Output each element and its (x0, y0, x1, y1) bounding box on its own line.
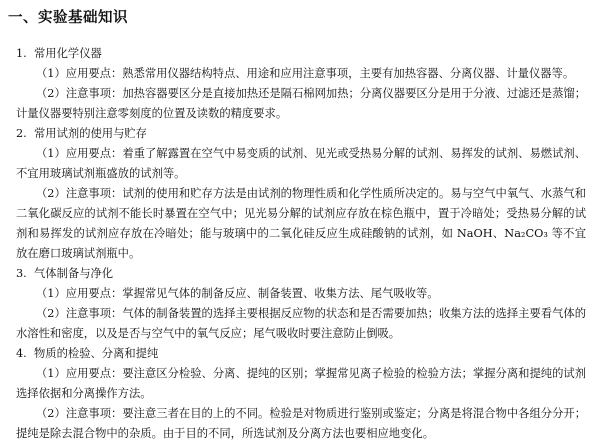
paragraph: （1）应用要点：要注意区分检验、分离、提纯的区别；掌握常见离子检验的检验方法；掌握分离和提纯的试剂选择依据和分离操作方法。 (16, 367, 586, 400)
paragraph: （2）注意事项：要注意三者在目的上的不同。检验是对物质进行鉴别或鉴定；分离是将混合物中各组分分开；提纯是除去混合物中的杂质。由于目的不同，所选试剂及分离方法也要相应地变化。 (16, 407, 586, 440)
paragraph: （1）应用要点：熟悉常用仪器结构特点、用途和应用注意事项，主要有加热容器、分离仪器、计量仪器等。 (36, 67, 575, 80)
section-title: 气体制备与净化 (34, 267, 114, 280)
section-number: 3. (16, 267, 27, 280)
section-title: 常用试剂的使用与贮存 (34, 127, 147, 140)
paragraph: （2）注意事项：气体的制备装置的选择主要根据反应物的状态和是否需要加热；收集方法的选择主要看气体的水溶性和密度，以及是否与空气中的氧气反应；尾气吸收时要注意防止倒吸。 (16, 307, 586, 340)
section-heading (16, 344, 586, 364)
section-number: 1. (16, 47, 27, 60)
section-heading (16, 44, 586, 64)
paragraph: （1）应用要点：着重了解露置在空气中易变质的试剂、见光或受热易分解的试剂、易挥发的试剂、易燃试剂、不宜用玻璃试剂瓶盛放的试剂等。 (16, 147, 586, 180)
document-title: 一、实验基础知识 (8, 10, 128, 26)
section-title: 常用化学仪器 (34, 47, 102, 60)
document-body (16, 44, 586, 444)
paragraph: （2）注意事项：试剂的使用和贮存方法是由试剂的物理性质和化学性质所决定的。易与空气中氧气、水蒸气和二氧化碳反应的试剂不能长时暴置在空气中；见光易分解的试剂应存放在棕色瓶中，置于冷暗处；受热易分解的试剂和易挥发的试剂应存放在冷暗处；能与玻璃中的二氧化硅反应生成硅酸钠的试剂，如 NaOH、Na₂CO₃ 等不宜放在磨口玻璃试剂瓶中。 (16, 187, 586, 260)
paragraph: （1）应用要点：掌握常见气体的制备反应、制备装置、收集方法、尾气吸收等。 (36, 287, 439, 300)
paragraph: （2）注意事项：加热容器要区分是直接加热还是隔石棉网加热；分离仪器要区分是用于分液、过滤还是蒸馏；计量仪器要特别注意零刻度的位置及读数的精度要求。 (16, 87, 586, 120)
section-number: 4. (16, 347, 27, 360)
section-title: 物质的检验、分离和提纯 (34, 347, 159, 360)
section-heading (16, 264, 586, 284)
section-heading (16, 124, 586, 144)
section-number: 2. (16, 127, 27, 140)
